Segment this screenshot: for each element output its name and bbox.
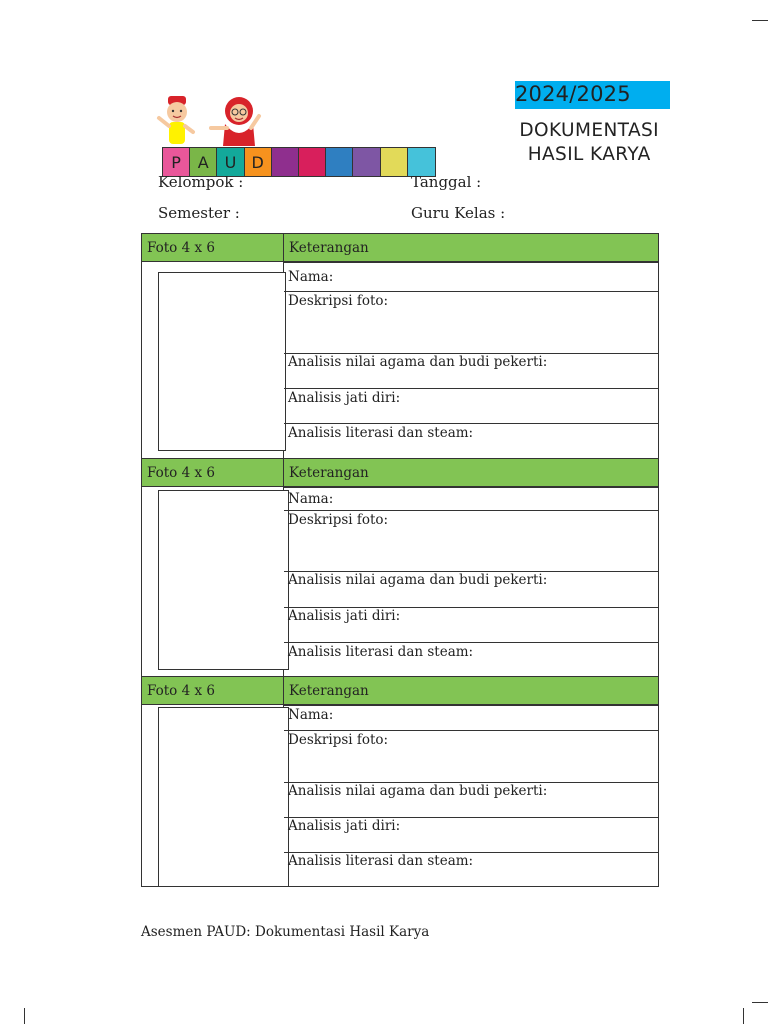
page-title-line-2: HASIL KARYA (527, 144, 651, 165)
self-identity-row (284, 817, 658, 853)
photo-placeholder[interactable] (158, 707, 289, 887)
description-row (284, 730, 658, 783)
description-label: Deskripsi foto: (288, 512, 389, 528)
boy-figure (159, 96, 193, 144)
literacy-steam-row (284, 852, 658, 888)
table-header (142, 459, 658, 487)
name-label: Nama: (288, 491, 334, 507)
girl-figure (211, 97, 259, 146)
literacy-steam-label: Analisis literasi dan steam: (288, 644, 474, 660)
crop-mark-bottom-right-h (752, 1002, 768, 1003)
paud-strip-cell (272, 148, 299, 176)
religious-values-row (284, 571, 658, 608)
literacy-steam-row (284, 642, 658, 678)
self-identity-row (284, 388, 658, 424)
literacy-steam-label: Analisis literasi dan steam: (288, 853, 474, 869)
description-row (284, 510, 658, 572)
info-column-header: Keterangan (289, 465, 369, 481)
guru-kelas-label: Guru Kelas : (411, 204, 506, 222)
photo-placeholder[interactable] (158, 272, 286, 451)
documentation-table-2 (141, 458, 659, 677)
religious-values-label: Analisis nilai agama dan budi pekerti: (288, 783, 548, 799)
paud-strip-cell (299, 148, 326, 176)
name-row (284, 487, 658, 511)
paud-strip-cell: P (163, 148, 190, 176)
paud-strip-cell (326, 148, 353, 176)
self-identity-label: Analisis jati diri: (288, 608, 401, 624)
footer-text: Asesmen PAUD: Dokumentasi Hasil Karya (141, 924, 430, 940)
info-column-header: Keterangan (289, 683, 369, 699)
description-row (284, 291, 658, 354)
religious-values-row (284, 353, 658, 389)
religious-values-label: Analisis nilai agama dan budi pekerti: (288, 572, 548, 588)
name-label: Nama: (288, 707, 334, 723)
photo-placeholder[interactable] (158, 490, 289, 670)
kids-illustration (155, 94, 265, 150)
religious-values-row (284, 782, 658, 818)
tanggal-label: Tanggal : (411, 173, 482, 191)
name-row (284, 705, 658, 731)
literacy-steam-label: Analisis literasi dan steam: (288, 425, 474, 441)
info-column-header: Keterangan (289, 240, 369, 256)
description-label: Deskripsi foto: (288, 732, 389, 748)
table-header (142, 677, 658, 705)
photo-column-header: Foto 4 x 6 (147, 240, 215, 256)
kelompok-label: Kelompok : (158, 173, 244, 191)
description-label: Deskripsi foto: (288, 293, 389, 309)
paud-strip-cell: A (190, 148, 217, 176)
paud-strip-cell (381, 148, 408, 176)
photo-column-header: Foto 4 x 6 (147, 683, 215, 699)
page-title-line-1: DOKUMENTASI (519, 120, 659, 141)
self-identity-row (284, 607, 658, 643)
name-label: Nama: (288, 269, 334, 285)
literacy-steam-row (284, 423, 658, 459)
paud-strip-cell: D (245, 148, 272, 176)
semester-label: Semester : (158, 204, 240, 222)
religious-values-label: Analisis nilai agama dan budi pekerti: (288, 354, 548, 370)
name-row (284, 262, 658, 293)
documentation-table-3 (141, 676, 659, 887)
paud-strip-cell (353, 148, 380, 176)
self-identity-label: Analisis jati diri: (288, 390, 401, 406)
paud-strip-cell: U (217, 148, 244, 176)
crop-mark-bottom-right-v (743, 1008, 744, 1024)
photo-column-header: Foto 4 x 6 (147, 465, 215, 481)
page-title (519, 119, 659, 167)
school-year: 2024/2025 (515, 82, 631, 106)
self-identity-label: Analisis jati diri: (288, 818, 401, 834)
paud-strip-cell (408, 148, 435, 176)
crop-mark-bottom-left (24, 1008, 25, 1024)
table-header (142, 234, 658, 262)
documentation-table-1 (141, 233, 659, 459)
crop-mark-top-right (752, 20, 768, 21)
